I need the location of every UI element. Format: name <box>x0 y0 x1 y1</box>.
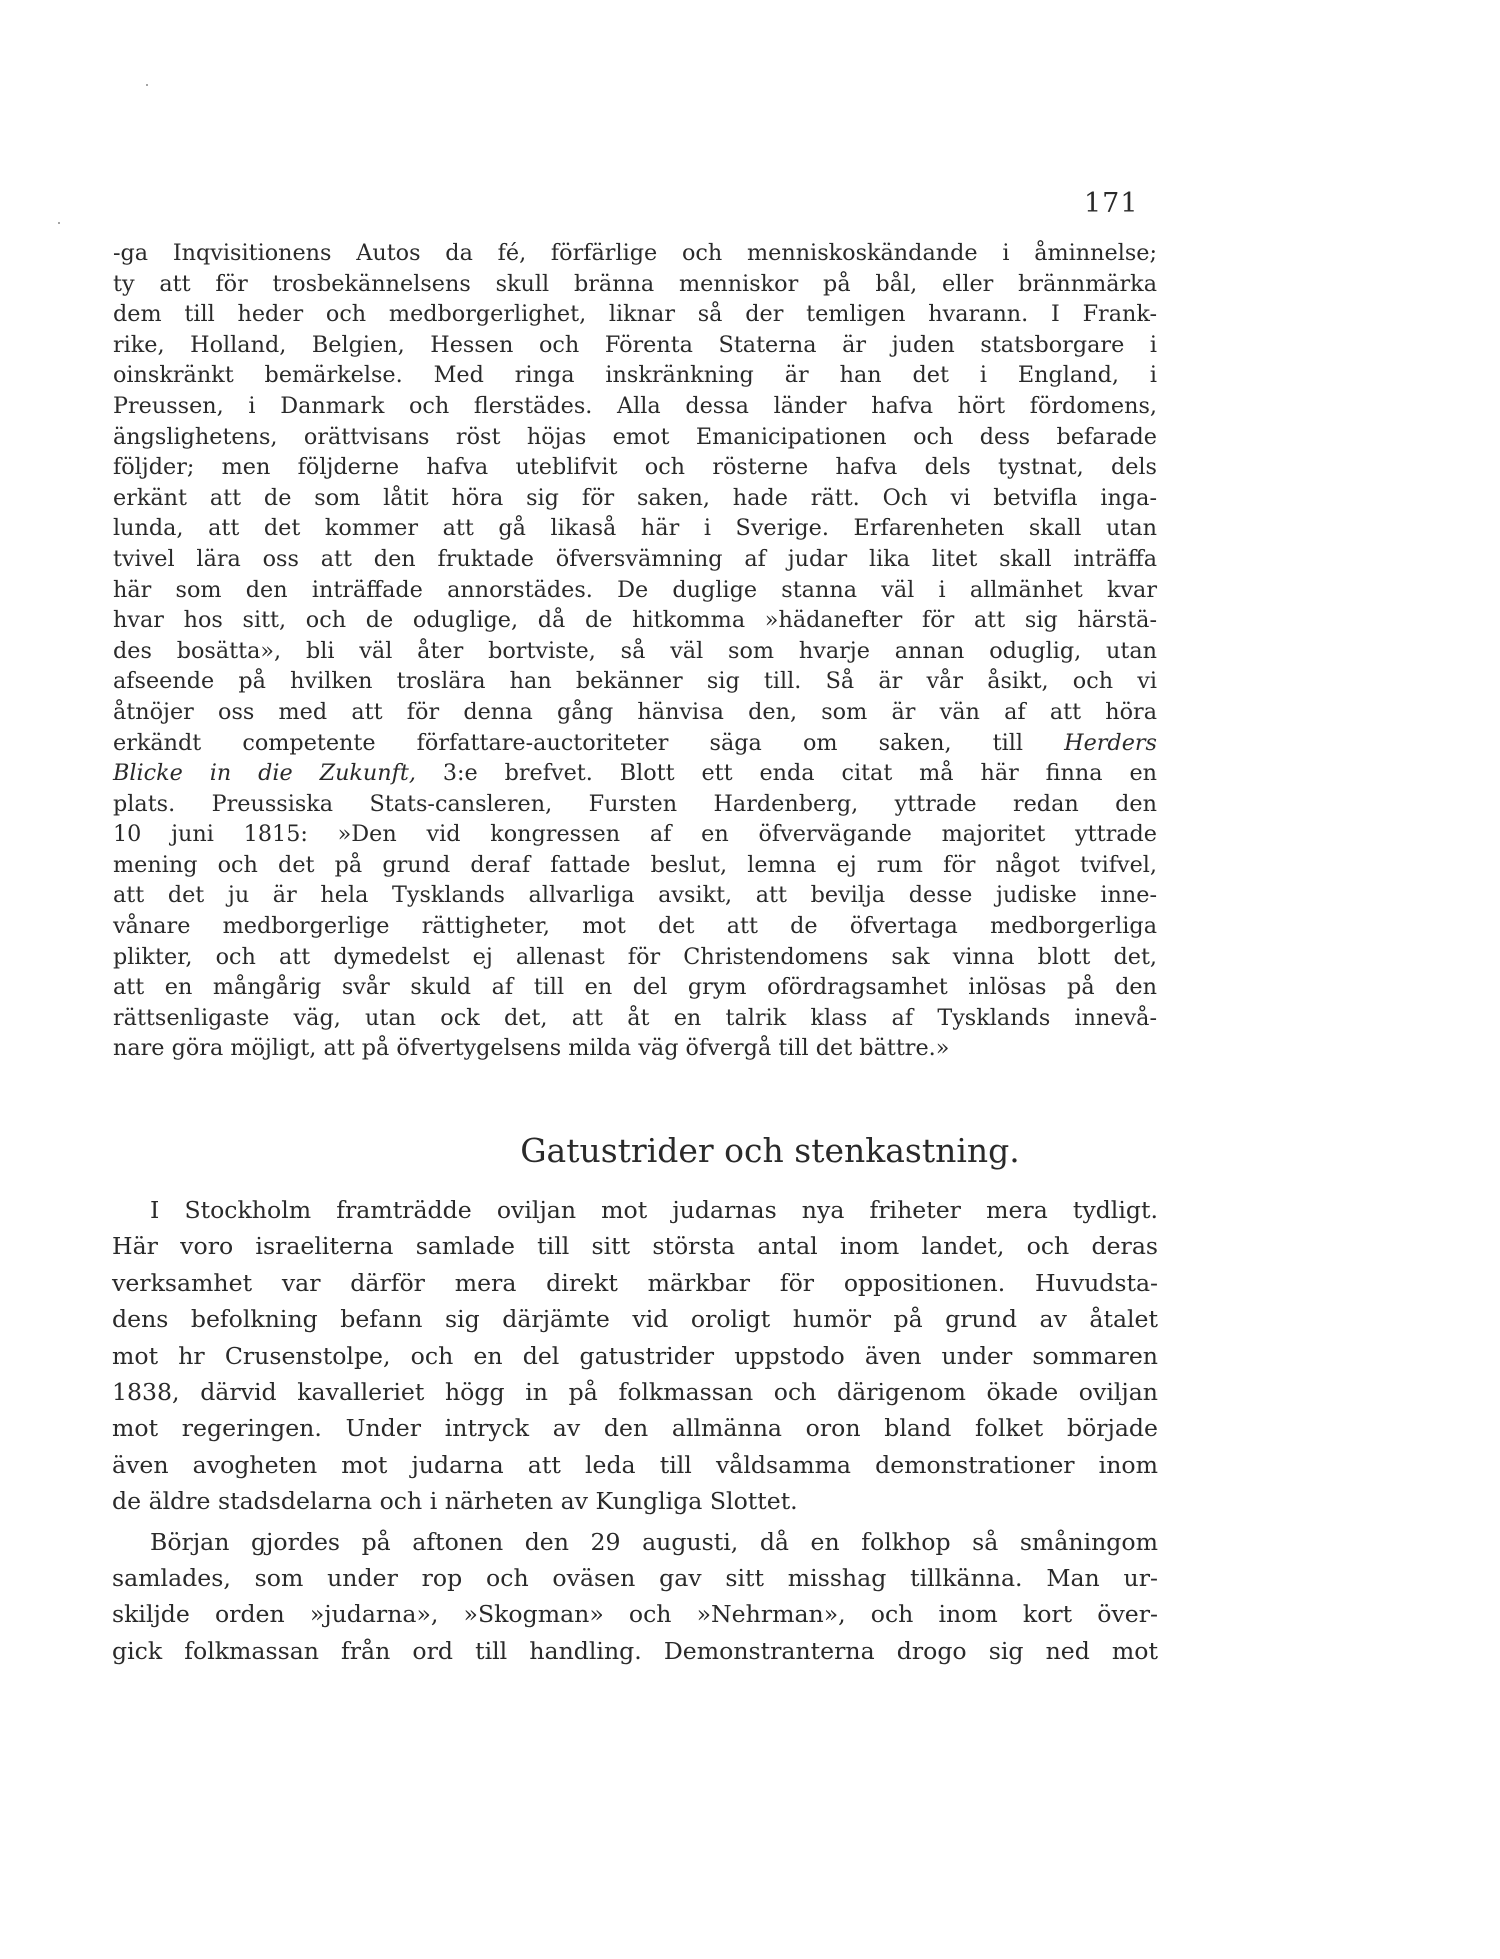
text-line: att en mångårig svår skuld af till en del grym ofördragsamhet inlösas på den <box>113 974 1157 1001</box>
text-line: tvivel lära oss att den fruktade öfversvämning af judar lika litet skall inträffa <box>113 545 1157 572</box>
text-line: de äldre stadsdelarna och i närheten av Kungliga Slottet. <box>112 1487 798 1516</box>
text-line: oinskränkt bemärkelse. Med ringa inskränkning är han det i England, i <box>113 362 1157 389</box>
scan-speck <box>146 84 148 86</box>
quoted-passage <box>113 238 1157 1064</box>
text-line-with-citation <box>113 758 1157 789</box>
text-line: afseende på hvilken troslära han bekänner sig till. Så är vår åsikt, och vi <box>113 668 1157 695</box>
text-segment: erkändt competente författare-auctoriteter säga om saken, till <box>113 729 1023 756</box>
text-line: plats. Preussiska Stats-cansleren, Fursten Hardenberg, yttrade redan den <box>113 790 1157 817</box>
italic-citation: Blicke in die Zukunft, <box>113 760 416 787</box>
text-line: I Stockholm framträdde oviljan mot judarnas nya friheter mera tydligt. <box>150 1196 1158 1224</box>
text-line: skiljde orden »judarna», »Skogman» och »Nehrman», och inom kort över- <box>112 1600 1158 1629</box>
text-line: ty att för trosbekännelsens skull bränna menniskor på bål, eller brännmärka <box>113 270 1157 297</box>
italic-citation: Herders <box>1064 729 1157 756</box>
text-line: 1838, därvid kavalleriet högg in på folkmassan och därigenom ökade oviljan <box>112 1377 1158 1406</box>
text-line: Preussen, i Danmark och flerstädes. Alla dessa länder hafva hört fördomens, <box>113 392 1157 419</box>
text-line: gick folkmassan från ord till handling. Demonstranterna drogo sig ned mot <box>112 1636 1158 1665</box>
text-line: mot hr Crusenstolpe, och en del gatustrider uppstodo även under sommaren <box>112 1341 1158 1370</box>
text-line: rättsenligaste väg, utan ock det, att åt en talrik klass af Tysklands innevå- <box>113 1004 1157 1031</box>
text-line: hvar hos sitt, och de oduglige, då de hitkomma »hädanefter för att sig härstä- <box>113 607 1157 634</box>
text-line: verksamhet var därför mera direkt märkbar för oppositionen. Huvudsta- <box>112 1268 1158 1297</box>
text-line: 10 juni 1815: »Den vid kongressen af en öfvervägande majoritet yttrade <box>113 821 1157 848</box>
text-line: åtnöjer oss med att för denna gång hänvisa den, som är vän af att höra <box>113 698 1157 725</box>
scan-speck <box>58 222 60 224</box>
text-line: samlades, som under rop och oväsen gav sitt misshag tillkänna. Man ur- <box>112 1563 1158 1592</box>
text-line: lunda, att det kommer att gå likaså här i Sverige. Erfarenheten skall utan <box>113 515 1157 542</box>
text-line: rike, Holland, Belgien, Hessen och Förenta Staterna är juden statsborgare i <box>113 331 1157 358</box>
text-line: även avogheten mot judarna att leda till våldsamma demonstrationer inom <box>112 1450 1158 1479</box>
text-line: dens befolkning befann sig därjämte vid oroligt humör på grund av åtalet <box>112 1305 1158 1334</box>
body-text <box>112 1192 1158 1669</box>
text-line-with-citation <box>113 728 1157 759</box>
text-line: erkänt att de som låtit höra sig för saken, hade rätt. Och vi betvifla inga- <box>113 484 1157 511</box>
page-number: 171 <box>1084 188 1139 219</box>
text-line: Här voro israeliterna samlade till sitt största antal inom landet, och deras <box>112 1232 1158 1261</box>
text-line: -ga Inqvisitionens Autos da fé, förfärlige och menniskoskändande i åminnelse; <box>113 240 1157 266</box>
text-line: följder; men följderne hafva uteblifvit och rösterne hafva dels tystnat, dels <box>113 454 1157 481</box>
text-line: mot regeringen. Under intryck av den allmänna oron bland folket började <box>112 1414 1158 1443</box>
text-line: plikter, och att dymedelst ej allenast för Christendomens sak vinna blott det, <box>113 943 1157 970</box>
text-line: Början gjordes på aftonen den 29 augusti, då en folkhop så småningom <box>150 1527 1158 1556</box>
text-segment: 3:e brefvet. Blott ett enda citat må här finna en <box>415 760 1157 787</box>
text-line: nare göra möjligt, att på öfvertygelsens milda väg öfvergå till det bättre.» <box>113 1035 950 1062</box>
section-heading: Gatustrider och stenkastning. <box>520 1131 1020 1170</box>
text-line: här som den inträffade annorstädes. De duglige stanna väl i allmänhet kvar <box>113 576 1157 603</box>
text-line: dem till heder och medborgerlighet, liknar så der temligen hvarann. I Frank- <box>113 301 1157 328</box>
text-line: vånare medborgerlige rättigheter, mot det att de öfvertaga medborgerliga <box>113 913 1157 940</box>
text-line: mening och det på grund deraf fattade beslut, lemna ej rum för något tvifvel, <box>113 851 1157 878</box>
text-line: att det ju är hela Tysklands allvarliga avsikt, att bevilja desse judiske inne- <box>113 882 1157 909</box>
text-line: des bosätta», bli väl åter bortviste, så väl som hvarje annan oduglig, utan <box>113 637 1157 664</box>
text-line: ängslighetens, orättvisans röst höjas emot Emanicipationen och dess befarade <box>113 423 1157 450</box>
